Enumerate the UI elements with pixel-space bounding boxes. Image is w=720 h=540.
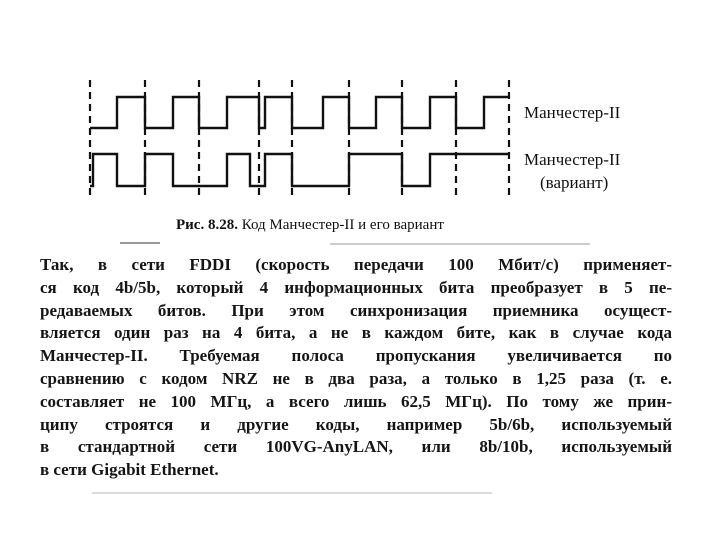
text-line: редаваемых битов. При этом синхронизация приемника осущест- — [40, 300, 672, 320]
figure-caption-text: Код Манчестер-II и его вариант — [237, 217, 444, 233]
manchester-ii-label: Манчестер-II — [524, 103, 621, 122]
manchester-ii-waveform — [90, 97, 509, 128]
text-line: ципу строятся и другие коды, например 5b/6b, используемый — [40, 414, 672, 434]
figure-caption — [176, 215, 444, 235]
scan-artifact — [92, 492, 492, 494]
figure-number: Рис. 8.28. — [176, 217, 238, 233]
text-line: в сети Gigabit Ethernet. — [40, 460, 219, 480]
text-line: составляет не 100 МГц, а всего лишь 62,5 МГц). По тому же прин- — [40, 391, 672, 411]
text-line: Так, в сети FDDI (скорость передачи 100 Мбит/с) применяет- — [40, 255, 672, 274]
variant-label: (вариант) — [540, 173, 609, 192]
text-line: в стандартной сети 100VG-AnyLAN, или 8b/10b, используемый — [40, 437, 672, 457]
body-paragraph — [40, 254, 672, 482]
scan-artifact — [120, 242, 160, 244]
manchester-figure — [0, 0, 720, 200]
manchester-ii-variant-label: Манчестер-II — [524, 150, 621, 169]
text-line: вляется один раз на 4 бита, а не в каждом бите, как в случае кода — [40, 323, 672, 343]
text-line: сравнению с кодом NRZ не в два раза, а только в 1,25 раза (т. е. — [40, 368, 672, 388]
scan-artifact — [330, 243, 590, 245]
text-line: ся код 4b/5b, который 4 информационных бита преобразует в 5 пе- — [40, 277, 672, 297]
manchester-ii-variant-waveform — [90, 154, 509, 186]
text-line: Манчестер-II. Требуемая полоса пропускания увеличивается по — [40, 346, 672, 366]
